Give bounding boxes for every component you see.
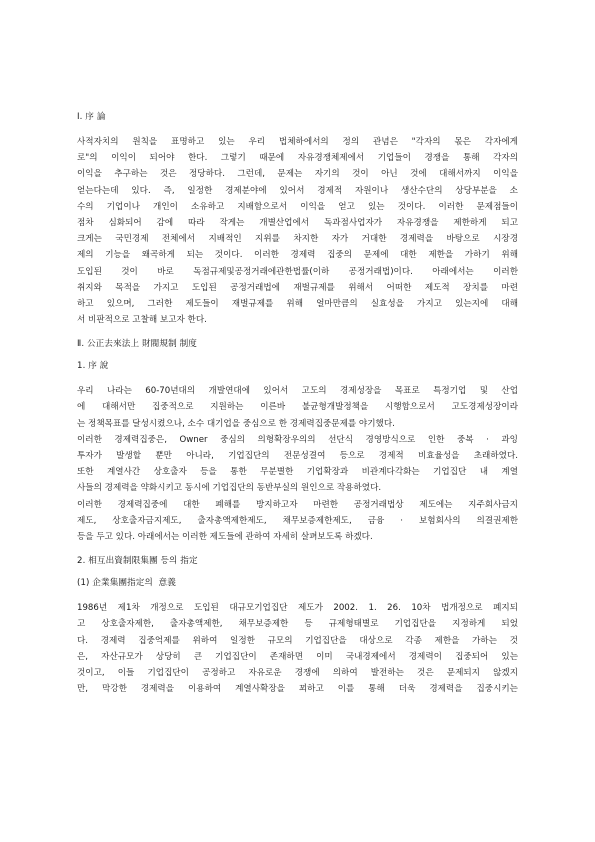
text-line: 등을 두고 있다. 아래에서는 이러한 제도들에 관하여 자세히 살펴보도록 하겠다.: [77, 531, 373, 542]
text-line: 만, 막강한 경제력을 이용하여 계열사확장을 꾀하고 이를 통해 더욱 경제력을 집중시키는: [77, 684, 518, 695]
paragraph-overview: [77, 383, 518, 545]
text-line: 사들의 경제력을 약화시키고 동시에 기업집단의 동반부실의 원인으로 작용하였다.: [77, 483, 382, 494]
text-line: 다. 경제력 집중억제를 위하여 일정한 규모의 기업집단을 대상으로 각종 제한을 가하는 것: [77, 635, 518, 646]
text-line: 크게는 국민경제 전체에서 지배적인 지위를 차지한 자가 거대한 경제력을 바탕으로 시장경: [77, 234, 518, 245]
document-body: [77, 104, 518, 697]
text-line: 에 대해서만 집중적으로 지원하는 이른바 불균형개발정책을 시행함으로서 고도경제성장이라: [77, 402, 518, 413]
paragraph-significance: [77, 600, 518, 697]
text-line: 이러한 경제력집중에 대한 폐해를 방지하고자 마련한 공정거래법상 제도에는 지주회사금지: [77, 499, 518, 510]
text-line: 취지와 목적을 가지고 도입된 공정거래법에 재벌규제를 위해서 어떠한 제도적 장치를 마련: [77, 282, 518, 293]
text-line: 는 정책목표를 달성시켰으나, 소수 대기업을 중심으로 한 경제력집중문제를 야기했다.: [77, 418, 395, 429]
text-line: 이익을 추구하는 것은 정당하다. 그런데, 문제는 자기의 것이 아닌 것에 대해서까지 이익을: [77, 169, 518, 180]
section-heading-introduction: Ⅰ. 序 論: [77, 112, 106, 122]
text-line: 사적자치의 원칙을 표명하고 있는 우리 법체하에서의 정의 관념은 "각자의 몫은 각자에게: [77, 137, 518, 147]
text-line: 또한 계열사간 상호출자 등을 통한 무분별한 기업확장과 비관계다각화는 기업집단 내 계열: [77, 467, 518, 478]
text-line: 제의 기능을 왜곡하게 되는 것이다. 이러한 경제력 집중의 문제에 대한 제한을 가하기 위해: [77, 250, 518, 261]
text-line: 도입된 것이 바로 독점규제및공정거래에관한법률(이하 공정거래법)이다. 아래에서는 이러한: [77, 266, 518, 277]
paragraph-introduction: [77, 134, 518, 328]
text-line: 투자가 발생할 뿐만 아니라, 기업집단의 전문성결여 등으로 경제적 비효율성을 초래하였다.: [77, 451, 518, 461]
text-line: 로"의 이익이 되어야 한다. 그렇기 때문에 자유경쟁체제에서 기업들이 경쟁을 통해 각자의: [77, 153, 518, 164]
text-line: 은, 자산규모가 상당히 큰 기업집단이 존재하면 이미 국내경제에서 경제력이 집중되어 있는: [77, 651, 518, 662]
text-line: 우리 나라는 60-70년대의 개발연대에 있어서 고도의 경제성장을 목표로 특정기업 및 산업: [77, 386, 518, 397]
section-heading-regulation: Ⅱ. 公正去來法上 財閥規制 制度: [77, 339, 197, 350]
text-line: 1986년 제1차 개정으로 도입된 대규모기업집단 제도가 2002. 1. 26. 10차 법개정으로 폐지되: [77, 603, 518, 614]
text-line: 하고 있으며, 그러한 제도들이 재벌규제를 위해 얼마만큼의 실효성을 가지고 있는지에 대해: [77, 298, 518, 309]
text-line: 수의 기업이나 개인이 소유하고 지배함으로서 이익을 얻고 있는 것이다. 이러한 문제점들이: [77, 201, 518, 212]
text-line: 제도, 상호출자금지제도, 출자총액제한제도, 채무보증제한제도, 금융 · 보험회사의 의결권제한: [77, 515, 518, 526]
subsection-heading-designation: 2. 相互出資制限集團 등의 指定: [77, 556, 198, 567]
text-line: 것이고, 이들 기업집단이 공정하고 자유로운 경쟁에 의하여 발전하는 것은 문제되지 않겠지: [77, 667, 518, 678]
text-line: 고 상호출자제한, 출자총액제한, 채무보증제한 등 규제형태별로 기업집단을 지정하게 되었: [77, 619, 518, 630]
subsection-heading-overview: 1. 序 說: [77, 361, 109, 372]
text-line: 서 비판적으로 고찰해 보고자 한다.: [77, 315, 207, 326]
subsection-heading-significance: (1) 企業集團指定의 意義: [77, 578, 176, 589]
text-line: 얻는다는데 있다. 즉, 일정한 경제분야에 있어서 경제적 자원이나 생산수단의 상당부분을 소: [77, 185, 518, 196]
text-line: 이러한 경제력집중은, Owner 중심의 의형확장우의의 선단식 경영방식으로 인한 중복 · 과잉: [77, 434, 518, 445]
text-line: 점차 심화되어 감에 따라 작게는 개별산업에서 독과점사업자가 자유경쟁을 제한하게 되고: [77, 217, 518, 228]
